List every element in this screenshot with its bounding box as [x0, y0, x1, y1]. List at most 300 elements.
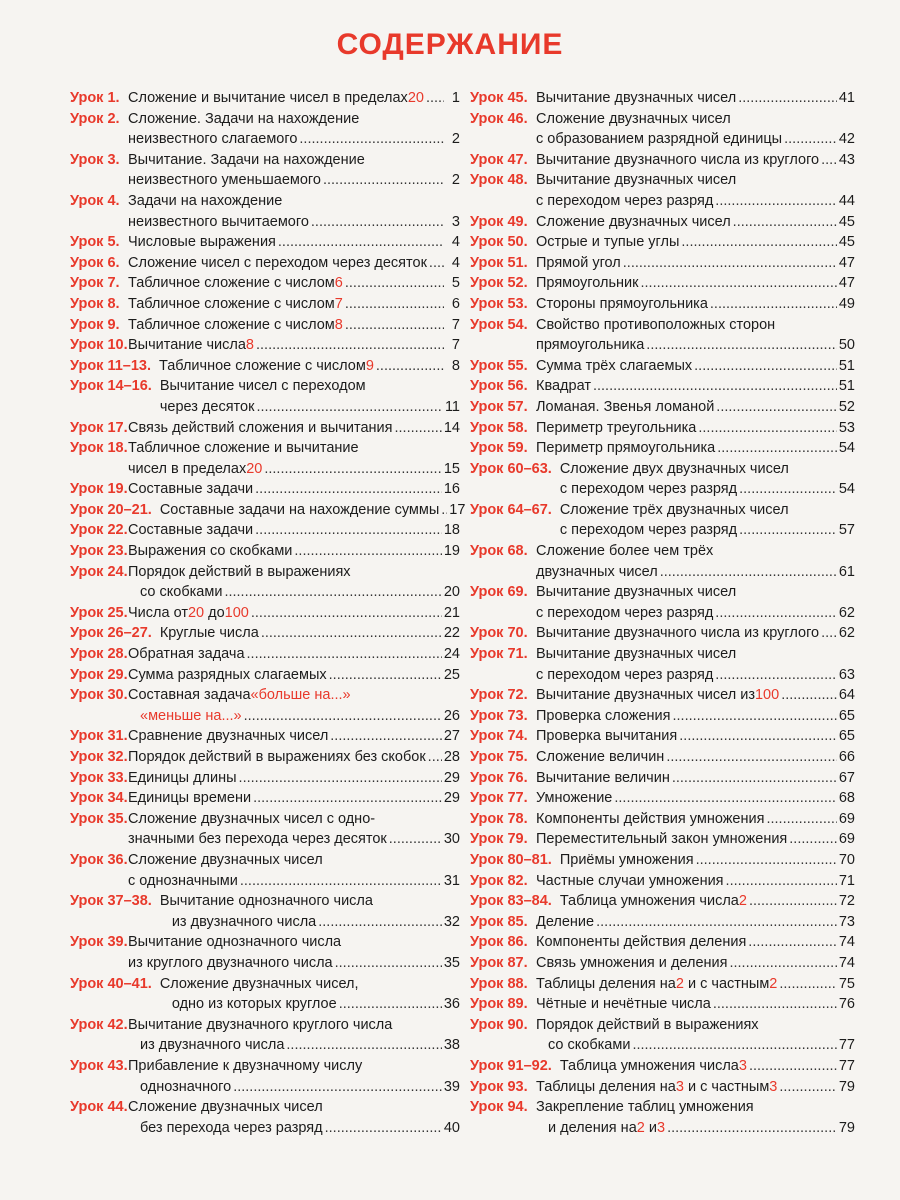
lesson-title [536, 170, 736, 191]
dot-leader [318, 912, 442, 933]
toc-entry[interactable] [470, 829, 855, 850]
page-number: 17 [449, 501, 466, 518]
toc-entry[interactable] [70, 685, 460, 726]
toc-entry[interactable] [70, 315, 460, 336]
toc-entry[interactable] [470, 788, 855, 809]
lesson-title [536, 665, 713, 686]
title-text: Приёмы умножения [559, 851, 694, 868]
lesson-title-line [128, 932, 460, 953]
dot-leader [240, 871, 442, 892]
toc-entry[interactable] [470, 1056, 855, 1077]
title-text: Сложение двузначных чисел с одно- [128, 810, 376, 827]
toc-entry[interactable] [70, 109, 460, 150]
lesson-title [536, 644, 736, 665]
title-text: до [204, 604, 225, 621]
title-text: через десяток [159, 398, 255, 415]
lesson-number: Урок 91–92. [470, 1057, 552, 1074]
lesson-number: Урок 48. [470, 172, 528, 189]
dot-leader [256, 397, 442, 418]
toc-entry[interactable] [470, 768, 855, 789]
dot-leader [256, 335, 444, 356]
page-number: 68 [838, 790, 855, 807]
dot-leader [779, 974, 836, 995]
dot-leader [596, 912, 837, 933]
lesson-number: Урок 46. [470, 110, 528, 127]
lesson-title-line [128, 1118, 460, 1139]
lesson-title-line [128, 953, 460, 974]
lesson-title [160, 376, 366, 397]
lesson-title-block [128, 315, 460, 336]
lesson-title-block [160, 376, 460, 417]
lesson-title [560, 891, 747, 912]
lesson-number: Урок 5. [70, 234, 120, 251]
toc-entry[interactable] [470, 582, 855, 623]
dot-leader [323, 170, 444, 191]
lesson-title [128, 191, 282, 212]
title-text: Табличное сложение с числом [159, 357, 366, 374]
lesson-title [160, 974, 359, 995]
dot-leader [614, 788, 836, 809]
toc-entry[interactable] [70, 335, 460, 356]
lesson-title-block [128, 809, 460, 850]
highlighted-number: 2 [636, 1119, 645, 1136]
lesson-title [536, 953, 727, 974]
lesson-title-line [536, 376, 855, 397]
title-text: Вычитание двузначного числа из круглого [536, 151, 820, 168]
lesson-title-line [128, 1015, 460, 1036]
toc-entry[interactable] [70, 974, 460, 1015]
dot-leader [239, 768, 442, 789]
lesson-title-block [560, 459, 855, 500]
highlighted-number: 9 [365, 357, 374, 374]
toc-entry[interactable] [470, 150, 855, 171]
toc-entry[interactable] [470, 418, 855, 439]
lesson-title-block [536, 1097, 855, 1138]
dot-leader [789, 829, 837, 850]
page-number: 75 [838, 975, 855, 992]
lesson-title [536, 335, 644, 356]
page-number: 36 [443, 996, 460, 1013]
toc-entry[interactable] [470, 376, 855, 397]
toc-entry[interactable] [70, 644, 460, 665]
dot-leader [253, 788, 442, 809]
title-text: и с частным [683, 1078, 770, 1095]
lesson-title-line [128, 438, 460, 459]
title-text: Сложение двузначных чисел [536, 213, 731, 230]
toc-entry[interactable] [70, 273, 460, 294]
lesson-title [128, 479, 253, 500]
page-number: 65 [838, 707, 855, 724]
lesson-title-block [536, 974, 855, 995]
toc-entry[interactable] [70, 438, 460, 479]
lesson-title-block [128, 850, 460, 891]
lesson-title [536, 1035, 630, 1056]
lesson-title-block [536, 871, 855, 892]
toc-entry[interactable] [70, 665, 460, 686]
lesson-title-block [536, 212, 855, 233]
page-number: 64 [838, 687, 855, 704]
toc-entry[interactable] [470, 356, 855, 377]
page-number: 79 [838, 1119, 855, 1136]
lesson-title-block [536, 397, 855, 418]
page-number: 47 [838, 275, 855, 292]
lesson-title-line [536, 953, 855, 974]
lesson-number: Урок 14–16. [70, 378, 152, 395]
title-text: и с частным [683, 975, 770, 992]
toc-entry[interactable] [70, 850, 460, 891]
lesson-title-block [128, 253, 460, 274]
page-number: 49 [838, 295, 855, 312]
toc-entry[interactable] [470, 747, 855, 768]
title-text: из круглого двузначного числа [128, 954, 333, 971]
lesson-title-block [128, 418, 460, 439]
toc-entry[interactable] [70, 603, 460, 624]
lesson-title-block [128, 644, 460, 665]
dot-leader [729, 953, 836, 974]
lesson-title-block [536, 438, 855, 459]
toc-entry[interactable] [70, 1056, 460, 1097]
highlighted-number: «меньше на...» [140, 707, 242, 724]
page-number: 20 [443, 584, 460, 601]
lesson-title-block [536, 376, 855, 397]
highlighted-number: 2 [738, 893, 747, 910]
lesson-title-line [159, 500, 466, 521]
dot-leader [716, 397, 837, 418]
dot-leader [749, 891, 837, 912]
toc-entry[interactable] [470, 685, 855, 706]
page-number: 53 [838, 419, 855, 436]
toc-entry[interactable] [70, 541, 460, 562]
dot-leader [429, 253, 444, 274]
lesson-number: Урок 56. [470, 378, 528, 395]
toc-entry[interactable] [70, 768, 460, 789]
toc-entry[interactable] [470, 294, 855, 315]
title-text: Сложение трёх двузначных чисел [559, 501, 789, 518]
lesson-title [128, 520, 253, 541]
dot-leader [779, 1077, 836, 1098]
highlighted-number: 6 [334, 275, 343, 292]
toc-entry[interactable] [70, 520, 460, 541]
title-text: двузначных чисел [536, 563, 658, 580]
toc-entry[interactable] [470, 397, 855, 418]
lesson-title-block [159, 356, 460, 377]
highlighted-number: 8 [334, 316, 343, 333]
lesson-number: Урок 31. [70, 728, 128, 745]
title-text: Прямой угол [536, 254, 621, 271]
dot-leader [376, 356, 444, 377]
toc-entry[interactable] [70, 809, 460, 850]
lesson-title [128, 603, 249, 624]
toc-entry[interactable] [470, 212, 855, 233]
toc-entry[interactable] [70, 191, 460, 232]
lesson-number: Урок 53. [470, 295, 528, 312]
toc-entry[interactable] [70, 932, 460, 973]
dot-leader [766, 809, 836, 830]
lesson-title [536, 438, 715, 459]
lesson-title-line [128, 768, 460, 789]
title-text: с переходом через разряд [536, 192, 714, 209]
toc-entry[interactable] [70, 232, 460, 253]
lesson-title-line [536, 871, 855, 892]
lesson-title-line [128, 253, 460, 274]
dot-leader [717, 438, 837, 459]
toc-entry[interactable] [470, 850, 855, 871]
page-number: 29 [443, 769, 460, 786]
dot-leader [339, 994, 442, 1015]
toc-entry[interactable] [70, 788, 460, 809]
toc-entry[interactable] [70, 623, 460, 644]
lesson-number: Урок 1. [70, 90, 120, 106]
toc-entry[interactable] [70, 562, 460, 603]
lesson-title [160, 623, 259, 644]
toc-entry[interactable] [470, 109, 855, 150]
lesson-title-block [536, 829, 855, 850]
dot-leader [748, 932, 837, 953]
dot-leader [286, 1035, 441, 1056]
lesson-title-block [536, 747, 855, 768]
lesson-number: Урок 75. [470, 749, 528, 765]
lesson-title [536, 541, 713, 562]
dot-leader [233, 1077, 442, 1098]
title-text: Проверка сложения [536, 707, 671, 724]
toc-entry[interactable] [470, 706, 855, 727]
lesson-title-block [128, 685, 460, 726]
toc-entry[interactable] [470, 500, 855, 541]
page-number: 47 [838, 254, 855, 271]
title-text: Квадрат [536, 378, 591, 395]
page-number: 18 [443, 522, 460, 539]
page-number: 2 [451, 131, 460, 148]
dot-leader [781, 685, 837, 706]
toc-entry[interactable] [470, 1097, 855, 1138]
lesson-title [128, 418, 392, 439]
title-text: с переходом через разряд [559, 522, 738, 539]
page-number: 54 [838, 481, 855, 498]
lesson-title-block [128, 1015, 460, 1056]
toc-entry[interactable] [470, 1077, 855, 1098]
lesson-title-block [536, 623, 855, 644]
lesson-title [128, 685, 351, 706]
toc-entry[interactable] [70, 1097, 460, 1138]
page-number: 50 [838, 337, 855, 354]
lesson-title-line [128, 479, 460, 500]
highlighted-number: 3 [656, 1119, 666, 1136]
lesson-title [536, 1077, 777, 1098]
page-number: 65 [838, 728, 855, 745]
highlighted-number: 2 [769, 975, 778, 992]
lesson-title-block [536, 294, 855, 315]
highlighted-number: 7 [334, 295, 343, 312]
toc-entry[interactable] [70, 150, 460, 191]
lesson-title [560, 459, 789, 480]
lesson-number: Урок 20–21. [70, 501, 152, 518]
toc-entry[interactable] [70, 891, 460, 932]
page-number: 42 [838, 131, 855, 148]
toc-entry[interactable] [470, 891, 855, 912]
lesson-title [536, 685, 779, 706]
lesson-title [560, 520, 737, 541]
toc-entry[interactable] [470, 726, 855, 747]
toc-entry[interactable] [470, 871, 855, 892]
lesson-title-block [536, 994, 855, 1015]
toc-entry[interactable] [470, 541, 855, 582]
lesson-title-block [128, 562, 460, 603]
toc-entry[interactable] [470, 623, 855, 644]
toc-entry[interactable] [470, 1015, 855, 1056]
lesson-number: Урок 76. [470, 769, 528, 786]
toc-entry[interactable] [70, 253, 460, 274]
lesson-title [536, 768, 670, 789]
toc-entry[interactable] [470, 170, 855, 211]
lesson-title-line [560, 459, 855, 480]
page-number: 51 [838, 357, 855, 374]
dot-leader [733, 212, 837, 233]
toc-entry[interactable] [470, 253, 855, 274]
lesson-title-line [160, 623, 460, 644]
lesson-title [128, 541, 292, 562]
lesson-title-line [536, 994, 855, 1015]
page-number: 74 [838, 934, 855, 951]
dot-leader [325, 1118, 442, 1139]
title-text: Деление [536, 913, 595, 930]
title-text: Периметр треугольника [536, 419, 697, 436]
toc-entry[interactable] [470, 994, 855, 1015]
page-number: 25 [443, 666, 460, 683]
toc-entry[interactable] [470, 974, 855, 995]
lesson-title [536, 912, 594, 933]
toc-entry[interactable] [70, 479, 460, 500]
title-text: Вычитание однозначного числа [159, 893, 373, 910]
toc-entry[interactable] [470, 809, 855, 830]
title-text: и [644, 1119, 657, 1136]
lesson-title-block [128, 768, 460, 789]
page-number: 7 [451, 337, 460, 354]
lesson-number: Урок 77. [470, 790, 528, 807]
lesson-title [128, 1097, 323, 1118]
lesson-title-line [128, 850, 460, 871]
lesson-title [536, 109, 731, 130]
lesson-number: Урок 26–27. [70, 625, 152, 642]
toc-entry[interactable] [70, 418, 460, 439]
lesson-title [128, 1056, 362, 1077]
toc-entry[interactable] [470, 644, 855, 685]
lesson-title-line [536, 1035, 855, 1056]
lesson-title-line [536, 253, 855, 274]
title-text: значными без перехода через десяток [128, 831, 387, 848]
title-text: с переходом через разряд [559, 481, 738, 498]
toc-entry[interactable] [70, 726, 460, 747]
lesson-number: Урок 70. [470, 625, 528, 642]
page-number: 22 [443, 625, 460, 642]
lesson-number: Урок 94. [470, 1099, 528, 1116]
title-text: без перехода через разряд [140, 1119, 323, 1136]
toc-entry[interactable] [70, 1015, 460, 1056]
toc-entry[interactable] [470, 932, 855, 953]
dot-leader [255, 479, 442, 500]
lesson-title-line [160, 912, 460, 933]
page-number: 70 [838, 851, 855, 868]
lesson-number: Урок 32. [70, 749, 128, 765]
toc-entry[interactable] [70, 294, 460, 315]
dot-leader [681, 232, 836, 253]
dot-leader [247, 644, 442, 665]
lesson-title-line [128, 212, 460, 233]
lesson-title [536, 871, 724, 892]
title-text: Частные случаи умножения [536, 872, 724, 889]
lesson-number: Урок 47. [470, 151, 528, 168]
toc-entry[interactable] [470, 953, 855, 974]
toc-entry[interactable] [70, 88, 460, 109]
title-text: с однозначными [128, 872, 238, 889]
lesson-title [536, 150, 819, 171]
lesson-title-block [128, 747, 460, 768]
lesson-number: Урок 90. [470, 1016, 528, 1033]
lesson-title [536, 603, 713, 624]
lesson-title [160, 912, 316, 933]
page-number: 45 [838, 234, 855, 251]
lesson-title-line [536, 768, 855, 789]
highlighted-number: 100 [224, 604, 249, 621]
title-text: неизвестного вычитаемого [128, 213, 309, 230]
page-number: 71 [838, 872, 855, 889]
lesson-title [536, 232, 679, 253]
title-text: Связь умножения и деления [536, 954, 728, 971]
dot-leader [335, 953, 442, 974]
lesson-title [560, 850, 694, 871]
toc-entry[interactable] [70, 747, 460, 768]
dot-leader [261, 623, 442, 644]
toc-entry[interactable] [470, 912, 855, 933]
lesson-title-line [560, 850, 855, 871]
title-text: из двузначного числа [140, 1037, 285, 1054]
dot-leader [713, 994, 837, 1015]
lesson-number: Урок 71. [470, 646, 528, 663]
toc-entry[interactable] [70, 356, 460, 377]
page-number: 41 [838, 90, 855, 106]
title-text: с образованием разрядной единицы [536, 131, 783, 148]
lesson-number: Урок 28. [70, 646, 128, 663]
toc-entry[interactable] [70, 500, 466, 521]
lesson-title-line [536, 665, 855, 686]
lesson-title [128, 294, 343, 315]
dot-leader [660, 562, 837, 583]
lesson-title-line [536, 294, 855, 315]
page-number: 30 [443, 831, 460, 848]
lesson-number: Урок 59. [470, 440, 528, 457]
lesson-number: Урок 86. [470, 934, 528, 951]
title-text: Обратная задача [128, 646, 245, 663]
lesson-number: Урок 39. [70, 934, 128, 951]
toc-entry[interactable] [70, 376, 460, 417]
lesson-title-line [159, 356, 460, 377]
highlighted-number: 2 [675, 975, 684, 992]
page-number: 44 [838, 192, 855, 209]
toc-entry[interactable] [470, 438, 855, 459]
lesson-title [128, 582, 222, 603]
toc-entry[interactable] [470, 459, 855, 500]
page-number: 57 [838, 522, 855, 539]
toc-entry[interactable] [470, 273, 855, 294]
lesson-title-block [160, 623, 460, 644]
toc-entry[interactable] [470, 232, 855, 253]
title-text: Сложение двузначных чисел [536, 110, 731, 127]
toc-entry[interactable] [470, 88, 855, 109]
lesson-number: Урок 9. [70, 316, 120, 333]
page-number: 1 [451, 90, 460, 106]
toc-entry[interactable] [470, 315, 855, 356]
lesson-title-line [536, 726, 855, 747]
dot-leader [710, 294, 837, 315]
